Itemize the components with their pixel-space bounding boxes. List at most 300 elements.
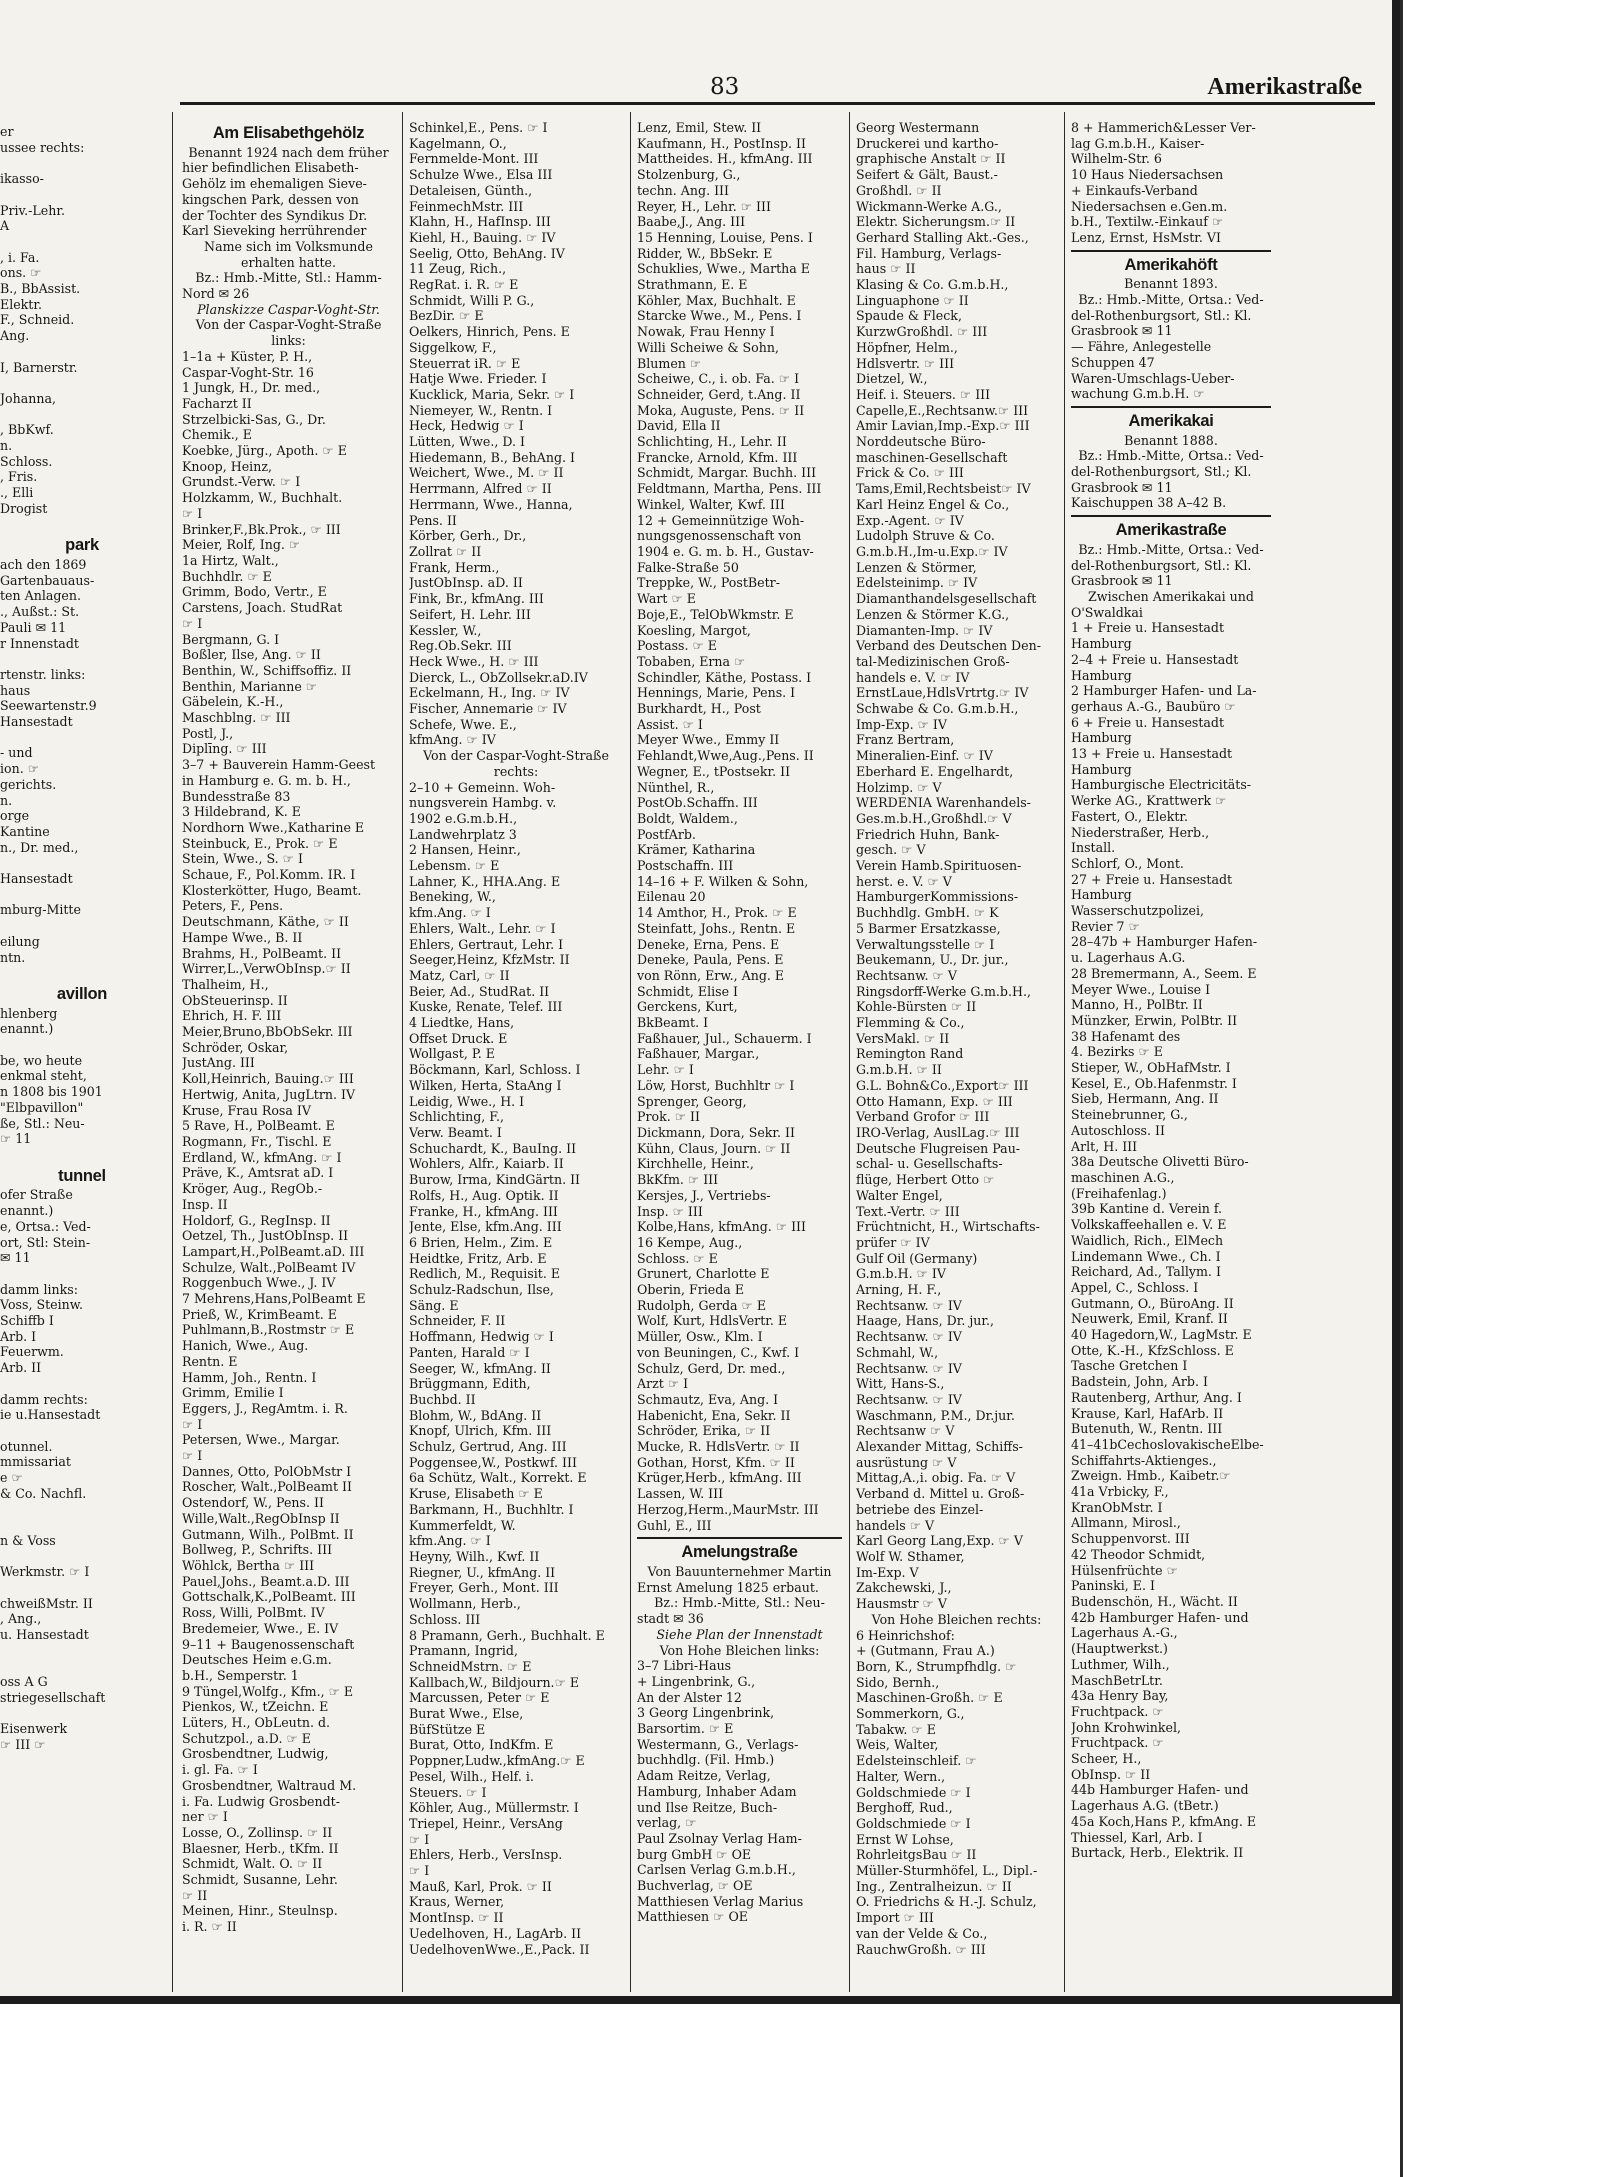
directory-line: Mineralien-Einf. ☞ IV	[856, 748, 993, 764]
directory-line	[0, 1706, 164, 1722]
directory-line: Zwischen Amerikakai und	[1088, 588, 1254, 604]
directory-line: Roggenbuch Wwe., J. IV	[182, 1275, 336, 1291]
directory-line: Zakchewski, J.,	[856, 1580, 952, 1596]
directory-line: HamburgerKommissions-	[856, 889, 1019, 905]
directory-line: Meier, Rolf, Ing. ☞	[182, 537, 301, 553]
directory-line: Bundesstraße 83	[182, 788, 291, 804]
directory-line: striegesellschaft	[0, 1689, 106, 1705]
directory-line: Diamanthandelsgesellschaft	[856, 591, 1037, 607]
directory-line: G.m.b.H. ☞ II	[856, 1062, 942, 1078]
directory-line: + Einkaufs-Verband	[1071, 182, 1198, 198]
directory-line: Niemeyer, W., Rentn. I	[409, 402, 553, 418]
directory-line: Boßler, Ilse, Ang. ☞ II	[182, 647, 321, 663]
directory-line: wachung G.m.b.H. ☞	[1071, 386, 1205, 402]
directory-line: 3–7 + Bauverein Hamm-Geest	[182, 757, 376, 773]
directory-line: Barkmann, H., Buchhltr. I	[409, 1501, 574, 1517]
directory-line: 28 Bremermann, A., Seem. E	[1071, 965, 1257, 981]
directory-line: ObSteuerinsp. II	[182, 992, 288, 1008]
directory-line: stadt ✉ 36	[637, 1611, 704, 1627]
directory-line: Eckelmann, H., Ing. ☞ IV	[409, 685, 570, 701]
column-divider	[172, 112, 173, 1992]
directory-line: Werkmstr. ☞ I	[0, 1564, 90, 1580]
directory-line: e, Ortsa.: Ved-	[0, 1218, 91, 1234]
directory-line: b.H., Textilw.-Einkauf ☞	[1071, 214, 1224, 230]
directory-line: Benannt 1924 nach dem früher	[188, 144, 389, 160]
directory-line: Schneider, F. II	[409, 1313, 506, 1329]
directory-line: SchneidMstrn. ☞ E	[409, 1658, 532, 1674]
directory-line: Präve, K., Amtsrat aD. I	[182, 1165, 334, 1181]
page-number: 83	[710, 74, 740, 100]
directory-line: Bz.: Hmb.-Mitte, Ortsa.: Ved-	[1078, 292, 1264, 308]
directory-line: Schiffahrts-Aktienges.,	[1071, 1452, 1217, 1468]
directory-line: u. Lagerhaus A.G.	[1071, 950, 1186, 966]
directory-line: Lahner, K., HHA.Ang. E	[409, 873, 561, 889]
directory-line: Lenz, Emil, Stew. II	[637, 120, 762, 135]
directory-line: 27 + Freie u. Hansestadt	[1071, 871, 1233, 887]
directory-line: Scheer, H.,	[1071, 1751, 1142, 1767]
directory-line: Burat, Otto, IndKfm. E	[409, 1737, 554, 1753]
directory-line: Köhler, Aug., Müllermstr. I	[409, 1800, 579, 1816]
directory-line: Bollweg, P., Schrifts. III	[182, 1542, 333, 1558]
directory-line: Spaude & Fleck,	[856, 308, 962, 324]
directory-line	[0, 375, 164, 391]
directory-line	[0, 187, 164, 203]
directory-line: Deneke, Erna, Pens. E	[637, 936, 780, 952]
directory-line: 9–11 + Baugenossenschaft	[182, 1636, 355, 1652]
directory-line: & Co. Nachfl.	[0, 1485, 87, 1501]
directory-line: Barsortim. ☞ E	[637, 1721, 734, 1737]
scan-margin	[1400, 0, 1600, 2177]
directory-line: Von Hohe Bleichen links:	[659, 1642, 820, 1658]
directory-line: Buchverlag, ☞ OE	[637, 1878, 753, 1894]
directory-line: Schneider, Gerd, t.Ang. II	[637, 386, 801, 402]
directory-line: Burow, Irma, KindGärtn. II	[409, 1172, 581, 1188]
directory-line: Rechtsanw ☞ V	[856, 1423, 955, 1439]
directory-line	[0, 1517, 164, 1533]
directory-line: Buchhdlr. ☞ E	[182, 568, 272, 584]
directory-line: Sprenger, Georg,	[637, 1093, 747, 1109]
directory-line: Klosterkötter, Hugo, Beamt.	[182, 882, 362, 898]
directory-line: Grimm, Emilie I	[182, 1385, 284, 1401]
directory-line: r Innenstadt	[0, 635, 79, 651]
directory-line: Gottschalk,K.,PolBeamt. III	[182, 1589, 356, 1605]
directory-line: Fernmelde-Mont. III	[409, 151, 539, 167]
directory-line: Wilken, Herta, StaAng I	[409, 1077, 562, 1093]
directory-line: MontInsp. ☞ II	[409, 1910, 504, 1926]
directory-line: Hülsenfrüchte ☞	[1071, 1562, 1178, 1578]
directory-line: ErnstLaue,HdlsVrtrtg.☞ IV	[856, 685, 1029, 701]
directory-line: Klahn, H., HafInsp. III	[409, 214, 551, 230]
directory-line: Pesel, Wilh., Helf. i.	[409, 1768, 534, 1784]
directory-line: Baabe,J., Ang. III	[637, 214, 746, 230]
directory-line: Schefe, Wwe. E.,	[409, 716, 517, 732]
directory-line: Ringsdorff-Werke G.m.b.H.,	[856, 983, 1031, 999]
directory-line: Reyer, H., Lehr. ☞ III	[637, 198, 771, 214]
directory-line: Ostendorf, W., Pens. II	[182, 1495, 324, 1511]
directory-line: Müller-Sturmhöfel, L., Dipl.-	[856, 1863, 1038, 1879]
directory-line: Elektr.	[0, 296, 43, 312]
directory-line: oss A G	[0, 1674, 48, 1690]
directory-line: Lebensm. ☞ E	[409, 858, 500, 874]
directory-line: Halter, Wern.,	[856, 1768, 946, 1784]
directory-line: Bz.: Hmb.-Mitte, Stl.: Neu-	[654, 1595, 825, 1611]
directory-line: otunnel.	[0, 1438, 53, 1454]
directory-line: Flemming & Co.,	[856, 1015, 965, 1031]
directory-line: Verwaltungsstelle ☞ I	[856, 936, 995, 952]
directory-line: Wickmann-Werke A.G.,	[856, 198, 1002, 214]
directory-line: IRO-Verlag, AuslLag.☞ III	[856, 1125, 1020, 1140]
directory-line: Heck, Hedwig ☞ I	[409, 418, 524, 434]
directory-line: RauchwGroßh. ☞ III	[856, 1941, 986, 1957]
directory-line: schal- u. Gesellschafts-	[856, 1156, 1003, 1172]
directory-line: Schulz, Gerd, Dr. med.,	[637, 1360, 786, 1376]
directory-line: 11 Zeug, Rich.,	[409, 261, 507, 277]
directory-line: Hdlsvertr. ☞ III	[856, 355, 955, 371]
directory-line: Oberin, Frieda E	[637, 1282, 745, 1298]
directory-line: Mucke, R. HdlsVertr. ☞ II	[637, 1439, 800, 1455]
directory-line: 3 Hildebrand, K. E	[182, 804, 301, 820]
directory-line: F., Schneid.	[0, 312, 75, 328]
directory-line: Drogist	[0, 500, 48, 516]
directory-line: Postl, J.,	[182, 725, 234, 741]
directory-line: Johanna,	[0, 390, 56, 406]
directory-line: Assist. ☞ I	[637, 716, 703, 732]
directory-line: Ges.m.b.H.,Großhdl.☞ V	[856, 810, 1012, 826]
directory-line: van der Velde & Co.,	[856, 1925, 988, 1941]
directory-line: b.H., Semperstr. 1	[182, 1667, 299, 1683]
directory-line: 5 Barmer Ersatzkasse,	[856, 920, 1001, 936]
directory-line	[0, 344, 164, 360]
directory-line: Zollrat ☞ II	[409, 543, 482, 559]
directory-line: gerhaus A.-G., Baubüro ☞	[1071, 698, 1236, 714]
directory-line: Müller, Osw., Klm. I	[637, 1329, 763, 1345]
directory-line: Ernst W Lohse,	[856, 1831, 954, 1847]
street-heading: avillon	[56, 986, 108, 1003]
directory-line	[0, 1147, 164, 1163]
directory-line: von Rönn, Erw., Ang. E	[637, 967, 785, 983]
directory-line: Ridder, W., BbSekr. E	[637, 245, 773, 261]
directory-line: Pens. II	[409, 512, 457, 528]
directory-line: Paninski, E. I	[1071, 1578, 1155, 1594]
directory-line: Münzker, Erwin, PolBtr. II	[1071, 1012, 1238, 1028]
directory-line: Seelig, Otto, BehAng. IV	[409, 245, 565, 261]
directory-line: Heck Wwe., H. ☞ III	[409, 653, 539, 669]
directory-line: FeinmechMstr. III	[409, 198, 524, 214]
directory-line: burg GmbH ☞ OE	[637, 1846, 752, 1862]
directory-line: Steinebrunner, G.,	[1071, 1107, 1188, 1123]
directory-line	[0, 1659, 164, 1675]
directory-line: 6 + Freie u. Hansestadt	[1071, 714, 1225, 730]
directory-line: Karl Heinz Engel & Co.,	[856, 496, 1010, 512]
directory-line: Petersen, Wwe., Margar.	[182, 1432, 340, 1448]
directory-line: Frank, Herm.,	[409, 559, 500, 575]
directory-line: Druckerei und kartho-	[856, 135, 999, 151]
directory-line: Offset Druck. E	[409, 1030, 508, 1046]
directory-line: Höpfner, Helm.,	[856, 339, 958, 355]
directory-line: Heif. i. Steuers. ☞ III	[856, 386, 991, 402]
directory-line: Linguaphone ☞ II	[856, 292, 969, 308]
directory-line: Triepel, Heinr., VersAng	[409, 1815, 563, 1831]
directory-line: ße, Stl.: Neu-	[0, 1115, 85, 1131]
directory-line: kfm.Ang. ☞ I	[409, 1533, 491, 1549]
directory-line: Eberhard E. Engelhardt,	[856, 763, 1014, 779]
directory-line: Rechtsanw. ☞ IV	[856, 1297, 962, 1313]
directory-line: Lindemann Wwe., Ch. I	[1071, 1248, 1221, 1264]
directory-line: Blohm, W., BdAng. II	[409, 1407, 542, 1423]
directory-line: Beukemann, U., Dr. jur.,	[856, 952, 1009, 968]
directory-line: Moka, Auguste, Pens. ☞ II	[637, 402, 805, 418]
directory-line: Badstein, John, Arb. I	[1071, 1374, 1208, 1390]
directory-line: Zweign. Hmb., Kaibetr.☞	[1071, 1468, 1231, 1484]
column-1	[178, 112, 401, 1992]
directory-line: Schulz, Gertrud, Ang. III	[409, 1439, 567, 1455]
directory-line	[0, 855, 164, 871]
directory-line: Losse, O., Zollinsp. ☞ II	[182, 1824, 333, 1840]
directory-line: Lenzen & Störmer,	[856, 559, 977, 575]
directory-line: Schulz-Radschun, Ilse,	[409, 1282, 554, 1298]
directory-line: Steuerrat iR. ☞ E	[409, 355, 521, 371]
directory-line: Gehölz im ehemaligen Sieve-	[182, 176, 367, 192]
directory-line: Witt, Hans-S.,	[856, 1376, 945, 1392]
directory-line: Tobaben, Erna ☞	[637, 653, 746, 669]
directory-line: Walter Engel,	[856, 1187, 943, 1203]
directory-line: 15 Henning, Louise, Pens. I	[637, 229, 813, 245]
directory-line: Blaesner, Herb., tKfm. II	[182, 1840, 339, 1856]
directory-line: Carstens, Joach. StudRat	[182, 600, 343, 616]
column-2	[403, 112, 629, 1992]
directory-line: Holzimp. ☞ V	[856, 779, 942, 795]
street-heading: Amerikakai	[1128, 413, 1214, 430]
directory-line: Hansestadt	[0, 714, 73, 730]
directory-line: Ing., Zentralheizun. ☞ II	[856, 1878, 1012, 1894]
directory-line: Meyer Wwe., Louise I	[1071, 981, 1211, 997]
directory-line: haus	[0, 682, 31, 698]
directory-line: Stieper, W., ObHafMstr. I	[1071, 1060, 1231, 1076]
directory-line: Tasche Gretchen I	[1071, 1358, 1188, 1374]
directory-line: Butenuth, W., Rentn. III	[1071, 1421, 1223, 1437]
directory-line: Facharzt II	[182, 395, 252, 411]
directory-line: Paul Zsolnay Verlag Ham-	[637, 1830, 802, 1846]
directory-line: Kummerfeldt, W.	[409, 1517, 516, 1533]
directory-line: Kersjes, J., Vertriebs-	[637, 1187, 771, 1203]
directory-line: Mittag,A.,i. obig. Fa. ☞ V	[856, 1470, 1016, 1486]
directory-line: und Ilse Reitze, Buch-	[637, 1799, 778, 1815]
directory-line: Wart ☞ E	[637, 591, 696, 607]
column-4	[850, 112, 1063, 1992]
directory-line: Alexander Mittag, Schiffs-	[856, 1439, 1023, 1455]
directory-line: Diplīng. ☞ III	[182, 741, 267, 757]
directory-line: Verband Grofor ☞ III	[856, 1109, 990, 1125]
directory-line: Seewartenstr.9	[0, 698, 97, 714]
directory-line: Wollmann, Herb.,	[409, 1596, 521, 1612]
directory-line: enkmal steht,	[0, 1068, 87, 1084]
directory-line: rtenstr. links:	[0, 666, 86, 682]
directory-line: , i. Fa.	[0, 249, 40, 265]
directory-line: Pauli ✉ 11	[0, 619, 67, 635]
directory-line: Hamburg	[1071, 887, 1132, 903]
directory-line: ☞ II	[182, 1887, 208, 1903]
directory-line: Lenz, Ernst, HsMstr. VI	[1071, 229, 1221, 245]
directory-line: Exp.-Agent. ☞ IV	[856, 512, 964, 528]
directory-line: u. Hansestadt	[0, 1627, 89, 1643]
directory-line: Kesel, E., Ob.Hafenmstr. I	[1071, 1075, 1237, 1091]
directory-line: Kagelmann, O.,	[409, 135, 507, 151]
directory-line: Verband d. Mittel u. Groß-	[856, 1486, 1025, 1502]
directory-line: WERDENIA Warenhandels-	[856, 795, 1031, 811]
directory-line: Bz.: Hmb.-Mitte, Ortsa.: Ved-	[1078, 541, 1264, 557]
directory-line: Lagerhaus A.G. (tBetr.)	[1071, 1798, 1219, 1814]
directory-line: Siggelkow, F.,	[409, 339, 497, 355]
directory-line: del-Rothenburgsort, Stl.: Kl.	[1071, 557, 1252, 573]
directory-line: Norddeutsche Büro-	[856, 434, 986, 450]
directory-line: Ang.	[0, 328, 30, 344]
directory-line	[0, 1423, 164, 1439]
directory-line: maschinen-Gesellschaft	[856, 449, 1008, 465]
directory-line: Von der Caspar-Voght-Straße	[423, 748, 609, 764]
directory-line: in Hamburg e. G. m. b. H.,	[182, 772, 351, 788]
directory-line: ☞ I	[182, 615, 203, 631]
directory-line: Koll,Heinrich, Bauing.☞ III	[182, 1071, 354, 1087]
directory-line: ☞ I	[409, 1863, 430, 1879]
directory-line: Lampart,H.,PolBeamt.aD. III	[182, 1243, 365, 1259]
directory-line: Postass. ☞ E	[637, 638, 717, 654]
directory-line: Autoschloss. II	[1071, 1122, 1165, 1138]
directory-line: Waren-Umschlags-Ueber-	[1071, 370, 1235, 386]
directory-line: Rechtsanw. ☞ IV	[856, 1360, 962, 1376]
directory-line	[0, 918, 164, 934]
directory-line: Imp-Exp. ☞ IV	[856, 716, 947, 732]
directory-line: B., BbAssist.	[0, 281, 81, 297]
directory-line: Sommerkorn, G.,	[856, 1706, 965, 1722]
directory-line: Knopf, Ulrich, Kfm. III	[409, 1423, 552, 1439]
directory-line: Caspar-Voght-Str. 16	[182, 364, 314, 380]
directory-line: ten Anlagen.	[0, 588, 81, 604]
directory-line: Manno, H., PolBtr. II	[1071, 997, 1203, 1013]
directory-line: Schulze Wwe., Elsa III	[409, 167, 553, 183]
directory-line: ☞ I	[182, 1448, 203, 1464]
directory-line: Georg Westermann	[856, 120, 980, 135]
directory-line: Schlichting, F.,	[409, 1109, 505, 1125]
directory-line	[0, 887, 164, 903]
directory-line: ausrüstung ☞ V	[856, 1454, 957, 1470]
directory-line: 39b Kantine d. Verein f.	[1071, 1201, 1223, 1217]
directory-line: ✉ 11	[0, 1250, 31, 1266]
directory-line: Buchbd. II	[409, 1391, 476, 1407]
directory-line: Friedrich Huhn, Bank-	[856, 826, 1000, 842]
directory-line: Fastert, O., Elektr.	[1071, 808, 1189, 824]
directory-line: Schröder, Oskar,	[182, 1039, 289, 1055]
section-rule	[1071, 515, 1271, 517]
directory-line: Nordhorn Wwe.,Katharine E	[182, 819, 365, 835]
directory-line: Kruse, Elisabeth ☞ E	[409, 1486, 543, 1502]
directory-line: Lütten, Wwe., D. I	[409, 434, 525, 450]
directory-line: Elektr. Sicherungsm.☞ II	[856, 214, 1016, 230]
directory-line: + (Gutmann, Frau A.)	[856, 1643, 995, 1659]
directory-line: ☞ III ☞	[0, 1737, 46, 1753]
directory-line: Landwehrplatz 3	[409, 826, 517, 842]
directory-line: Herzog,Herm.,MaurMstr. III	[637, 1501, 819, 1517]
directory-line: Kohle-Bürsten ☞ II	[856, 999, 977, 1015]
directory-line	[0, 1376, 164, 1392]
directory-line: Schaue, F., Pol.Komm. IR. I	[182, 867, 356, 883]
directory-line: Chemik., E	[182, 427, 253, 443]
directory-line: damm links:	[0, 1281, 78, 1297]
directory-line: Karl Georg Lang,Exp. ☞ V	[856, 1533, 1023, 1549]
directory-line: Stein, Wwe., S. ☞ I	[182, 851, 303, 867]
directory-line: Rogmann, Fr., Tischl. E	[182, 1134, 332, 1149]
directory-line: Goldschmiede ☞ I	[856, 1784, 971, 1800]
street-heading: tunnel	[58, 1168, 106, 1185]
directory-line: i. Fa. Ludwig Grosbendt-	[182, 1793, 340, 1809]
directory-line: Schloss. ☞ E	[637, 1250, 718, 1266]
directory-line: enannt.)	[0, 1021, 54, 1037]
directory-line: Schinkel,E., Pens. ☞ I	[409, 120, 548, 135]
directory-line: erhalten hatte.	[241, 254, 336, 270]
directory-line: Fruchtpack. ☞	[1071, 1735, 1164, 1751]
directory-line: ie u.Hansestadt	[0, 1407, 101, 1423]
directory-line: 1904 e. G. m. b. H., Gustav-	[637, 543, 814, 559]
directory-line: 43a Henry Bay,	[1071, 1688, 1169, 1704]
directory-line: Rechtsanw. ☞ IV	[856, 1391, 962, 1407]
directory-line: Verein Hamb.Spirituosen-	[856, 858, 1022, 874]
directory-line: BkKfm. ☞ III	[637, 1172, 719, 1188]
directory-line: 44b Hamburger Hafen- und	[1071, 1782, 1249, 1798]
directory-line: Rechtsanw. ☞ V	[856, 967, 957, 983]
directory-line: Schmidt, Willi P. G.,	[409, 292, 535, 308]
directory-line: 2 Hansen, Heinr.,	[409, 842, 521, 858]
directory-line: BezDir. ☞ E	[409, 308, 484, 324]
directory-line: Schlichting, H., Lehr. II	[637, 434, 787, 450]
directory-line: Dannes, Otto, PolObMstr I	[182, 1463, 352, 1479]
directory-line: 6 Brien, Helm., Zim. E	[409, 1234, 553, 1250]
directory-line: betriebe des Einzel-	[856, 1501, 984, 1517]
directory-line: haus ☞ II	[856, 261, 916, 277]
directory-line: + Lingenbrink, G.,	[637, 1673, 756, 1689]
directory-line: Kucklick, Maria, Sekr. ☞ I	[409, 386, 575, 402]
street-heading: Amelungstraße	[681, 1545, 798, 1561]
directory-line: Goldschmiede ☞ I	[856, 1815, 971, 1831]
directory-line: Weis, Walter,	[856, 1737, 939, 1753]
directory-line: Text.-Vertr. ☞ III	[856, 1203, 960, 1219]
directory-line: Hansestadt	[0, 871, 73, 887]
directory-line: rechts:	[493, 763, 539, 779]
directory-line: Brinker,F.,Bk.Prok., ☞ III	[182, 521, 341, 537]
directory-line: 1–1a + Küster, P. H.,	[182, 348, 313, 364]
section-rule	[1071, 406, 1271, 408]
directory-line: G.L. Bohn&Co.,Export☞ III	[856, 1077, 1029, 1093]
directory-line: Steinbuck, E., Prok. ☞ E	[182, 835, 338, 851]
directory-line: Waidlich, Rich., ElMech	[1071, 1232, 1224, 1248]
directory-line: Uedelhoven, H., LagArb. II	[409, 1925, 582, 1941]
directory-line: Gutmann, O., BüroAng. II	[1071, 1295, 1234, 1311]
directory-line: Dickmann, Dora, Sekr. II	[637, 1125, 796, 1140]
directory-line: Brüggmann, Edith,	[409, 1376, 531, 1392]
running-head: Amerikastraße	[1207, 74, 1362, 100]
directory-line: Hatje Wwe. Frieder. I	[409, 371, 547, 387]
directory-line: kfm.Ang. ☞ I	[409, 905, 491, 921]
directory-line: Fink, Br., kfmAng. III	[409, 591, 544, 607]
directory-line: Ehrich, H. F. III	[182, 1008, 282, 1024]
directory-line: 10 Haus Niedersachsen	[1071, 167, 1224, 183]
directory-line: Insp. II	[182, 1196, 228, 1212]
directory-line: Wille,Walt.,RegObInsp II	[182, 1510, 340, 1526]
directory-line: Hausmstr ☞ V	[856, 1596, 947, 1612]
directory-line: Feldtmann, Martha, Pens. III	[637, 481, 822, 497]
column-3	[631, 112, 848, 1992]
directory-line: Priv.-Lehr.	[0, 202, 65, 218]
directory-line: Adam Reitze, Verlag,	[637, 1768, 771, 1784]
directory-line: Lassen, W. III	[637, 1486, 724, 1502]
